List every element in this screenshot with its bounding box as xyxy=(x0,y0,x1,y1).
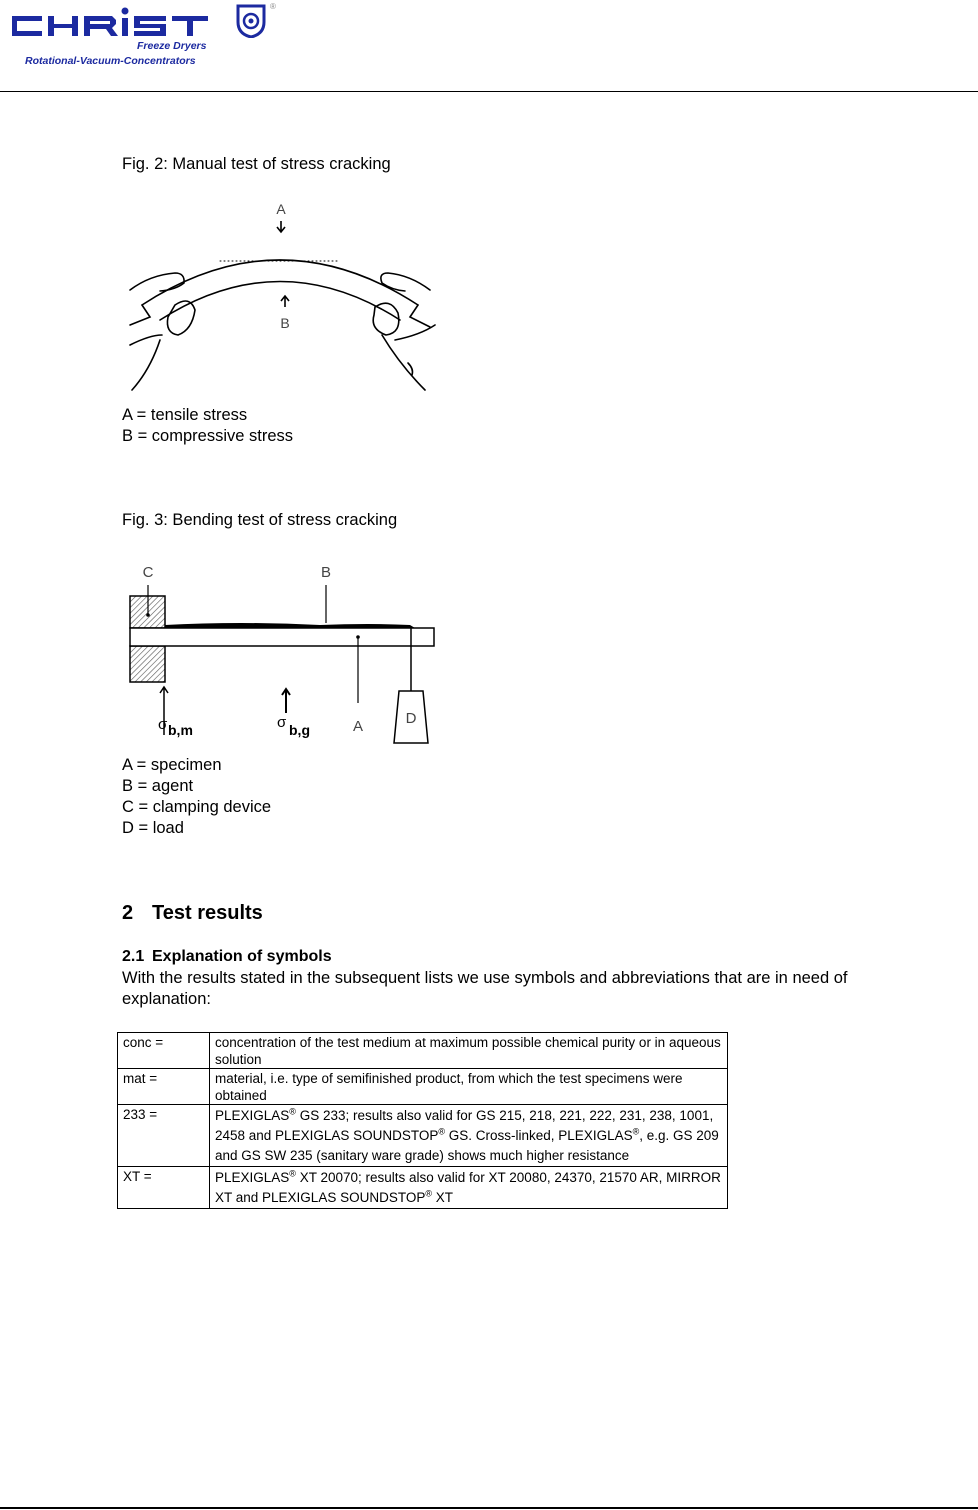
table-row xyxy=(118,1105,728,1167)
christ-shield-icon xyxy=(236,4,266,38)
svg-text:B: B xyxy=(280,315,290,331)
figure-2-caption: Fig. 2: Manual test of stress cracking xyxy=(122,155,391,173)
symbol-key: mat = xyxy=(118,1069,210,1105)
svg-text:b,g: b,g xyxy=(289,722,310,738)
svg-text:A: A xyxy=(276,201,286,217)
legend-item-b: B = compressive stress xyxy=(122,427,294,445)
legend-item-c: C = clamping device xyxy=(122,798,272,816)
symbol-description: material, i.e. type of semifinished product, from which the test specimens were obtained xyxy=(210,1069,728,1105)
section-heading xyxy=(122,902,263,925)
svg-text:C: C xyxy=(142,564,154,581)
registered-mark: ® xyxy=(270,2,276,11)
section-paragraph: With the results stated in the subsequent lists we use symbols and abbreviations that are in need of explanation: xyxy=(122,969,848,1008)
footer-rule xyxy=(0,1507,978,1509)
symbol-key: conc = xyxy=(118,1033,210,1069)
figure-3-caption: Fig. 3: Bending test of stress cracking xyxy=(122,511,398,529)
svg-text:B: B xyxy=(320,564,332,581)
section-number: 2 xyxy=(122,902,134,924)
svg-text:σ: σ xyxy=(277,714,287,731)
figure-3-legend xyxy=(122,755,271,839)
christ-logo xyxy=(8,6,220,42)
table-row xyxy=(118,1033,728,1069)
table-row xyxy=(118,1167,728,1209)
figure-3-bending-test-diagram xyxy=(120,555,440,755)
figure-2-legend xyxy=(122,405,293,447)
symbol-key: XT = xyxy=(118,1167,210,1209)
symbol-description: concentration of the test medium at maximum possible chemical purity or in aqueous solution xyxy=(210,1033,728,1069)
tagline-rvc: Rotational-Vacuum-Concentrators xyxy=(25,55,196,67)
subsection-number: 2.1 xyxy=(122,948,145,965)
symbols-table xyxy=(117,1032,728,1209)
subsection-title: Explanation of symbols xyxy=(152,948,332,965)
header-rule xyxy=(0,91,978,92)
symbol-description: PLEXIGLAS® XT 20070; results also valid for XT 20080, 24370, 21570 AR, MIRROR XT and PLEXIGLAS SOUNDSTOP® XT xyxy=(210,1167,728,1209)
section-title: Test results xyxy=(152,902,263,924)
svg-text:σ: σ xyxy=(158,716,168,733)
legend-item-d: D = load xyxy=(122,819,184,837)
legend-item-a: A = tensile stress xyxy=(122,406,248,424)
figure-2-manual-bend-illustration xyxy=(120,195,440,400)
svg-text:D: D xyxy=(405,710,417,727)
symbol-description: PLEXIGLAS® GS 233; results also valid for GS 215, 218, 221, 222, 231, 238, 1001, 2458 and PLEXIGLAS SOUNDSTOP® GS. Cross-linked, PLEXIGLAS®, e.g. GS 209 and GS SW 235 (sanitary ware grade) shows much higher resistance xyxy=(210,1105,728,1167)
table-row xyxy=(118,1069,728,1105)
tagline-freeze-dryers: Freeze Dryers xyxy=(137,40,207,52)
symbol-key: 233 = xyxy=(118,1105,210,1167)
legend-item-b: B = agent xyxy=(122,777,194,795)
svg-text:A: A xyxy=(352,718,364,735)
svg-text:b,m: b,m xyxy=(168,722,193,738)
subsection-heading xyxy=(122,948,332,966)
legend-item-a: A = specimen xyxy=(122,756,222,774)
